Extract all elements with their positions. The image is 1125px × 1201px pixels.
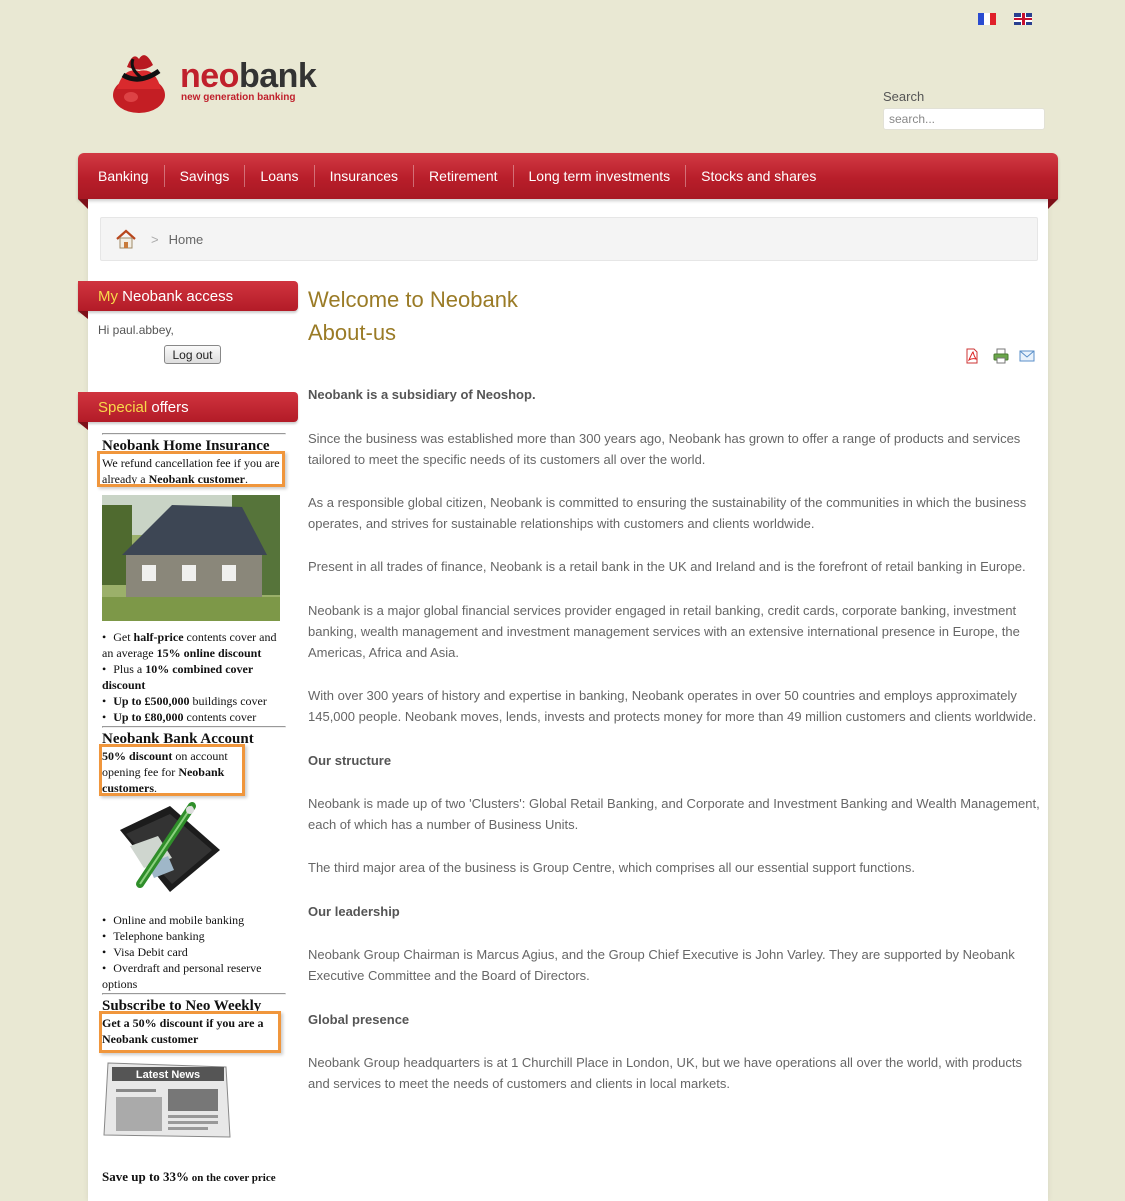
account-benefits <box>102 912 286 992</box>
latest-news-image <box>102 1059 232 1141</box>
special-offers-header: Special offers <box>78 392 298 422</box>
page-subtitle: About-us <box>308 320 397 345</box>
latest-news-banner: Latest News <box>135 1069 201 1081</box>
wallet-pen-image <box>110 800 230 896</box>
insurance-offer-title[interactable]: Neobank Home Insurance <box>102 438 270 454</box>
print-icon[interactable] <box>993 348 1009 364</box>
search-label: Search <box>883 89 925 104</box>
divider <box>102 433 286 435</box>
flag-uk-icon[interactable] <box>1014 13 1032 25</box>
my-neobank-access-header: My Neobank access <box>78 281 298 311</box>
breadcrumb-home[interactable]: Home <box>168 231 204 247</box>
breadcrumb-separator-icon: > <box>151 231 159 247</box>
list-item: • Telephone banking <box>102 928 286 944</box>
divider <box>102 993 286 995</box>
nav-fold-left <box>78 199 88 209</box>
nav-fold-right <box>1048 199 1058 209</box>
paragraph: The third major area of the business is Group Centre, which comprises all our essential support functions. <box>308 860 915 875</box>
pdf-icon[interactable] <box>964 348 980 364</box>
paragraph: Present in all trades of finance, Neobank is a retail bank in the UK and Ireland and is the forefront of retail banking in Europe. <box>308 559 1026 574</box>
section-heading: Our structure <box>308 753 392 768</box>
neo-weekly-title[interactable]: Subscribe to Neo Weekly <box>102 998 262 1014</box>
article-tools <box>964 348 1035 364</box>
insurance-benefits <box>102 629 286 725</box>
paragraph: Since the business was established more than 300 years ago, Neobank has grown to offer a range of products and services tailored to meet the specific needs of its customers all over the world. <box>308 431 1021 467</box>
main-nav <box>78 153 1058 199</box>
intro-paragraph: Neobank is a subsidiary of Neoshop. <box>308 387 536 402</box>
greeting: Hi paul.abbey, <box>98 323 174 337</box>
paragraph: With over 300 years of history and expertise in banking, Neobank operates in over 50 countries and employs approximately 145,000 people. Neobank moves, lends, invests and protects money for more than 49 million customers and clients worldwide. <box>308 688 1037 724</box>
list-item: • Online and mobile banking <box>102 912 286 928</box>
account-highlight: 50% discount on account opening fee for Neobank customers. <box>102 748 242 796</box>
highlight-frame <box>97 451 285 487</box>
insurance-highlight: We refund cancellation fee if you are already a Neobank customer. <box>102 455 286 487</box>
nav-item-retirement[interactable]: Retirement <box>413 165 512 187</box>
section-heading: Our leadership <box>308 904 400 919</box>
neobank-logo[interactable] <box>103 45 333 117</box>
brand-name: neobank <box>180 57 317 95</box>
main-content <box>308 283 1043 349</box>
nav-item-loans[interactable]: Loans <box>244 165 313 187</box>
divider <box>102 726 286 728</box>
search-input[interactable] <box>883 108 1045 130</box>
paragraph: Neobank is a major global financial services provider engaged in retail banking, credit cards, corporate banking, investment banking, wealth management and investment management services with an extensive international presence in Europe, the Americas, Africa and Asia. <box>308 603 1020 660</box>
nav-item-savings[interactable]: Savings <box>164 165 245 187</box>
house-photo <box>102 495 280 621</box>
flag-fr-icon[interactable] <box>978 13 996 25</box>
weekly-highlight: Get a 50% discount if you are a Neobank customer <box>102 1015 278 1047</box>
language-switcher <box>978 13 1032 25</box>
nav-item-insurances[interactable]: Insurances <box>314 165 413 187</box>
paragraph: Neobank Group Chairman is Marcus Agius, and the Group Chief Executive is John Varley. They are supported by Neobank Executive Committee and the Board of Directors. <box>308 947 1015 983</box>
logout-button[interactable]: Log out <box>164 345 221 364</box>
paragraph: As a responsible global citizen, Neobank is committed to ensuring the sustainability of the communities in which the business operates, and strives for sustainable relationships with customers and clients worldwide. <box>308 495 1027 531</box>
list-item: • Plus a 10% combined cover discount <box>102 661 286 693</box>
section-heading: Global presence <box>308 1012 410 1027</box>
home-icon[interactable] <box>115 229 137 249</box>
list-item: • Get half-price contents cover and an average 15% online discount <box>102 629 286 661</box>
nav-item-long-term-investments[interactable]: Long term investments <box>513 165 686 187</box>
paragraph: Neobank is made up of two 'Clusters': Global Retail Banking, and Corporate and Investment Banking and Wealth Management, each of which has a number of Business Units. <box>308 796 1040 832</box>
page-title: Welcome to Neobank <box>308 287 518 312</box>
sidebar-fold <box>78 422 88 430</box>
sidebar-fold <box>78 311 88 319</box>
list-item: • Overdraft and personal reserve options <box>102 960 286 992</box>
email-icon[interactable] <box>1019 348 1035 364</box>
list-item: • Visa Debit card <box>102 944 286 960</box>
highlight-frame <box>99 744 245 796</box>
account-offer-title[interactable]: Neobank Bank Account <box>102 731 254 747</box>
list-item: • Up to £500,000 buildings cover <box>102 693 286 709</box>
breadcrumb <box>100 217 1038 261</box>
paragraph: Neobank Group headquarters is at 1 Churchill Place in London, UK, but we have operations all over the world, with products and services to meet the needs of customers and clients in local markets. <box>308 1055 1022 1091</box>
weekly-price-note: Save up to 33% on the cover price <box>102 1169 276 1184</box>
special-offers <box>102 433 286 1186</box>
highlight-frame <box>99 1011 281 1053</box>
list-item: • Up to £80,000 contents cover <box>102 709 286 725</box>
nav-item-banking[interactable]: Banking <box>98 168 149 184</box>
nav-item-stocks-and-shares[interactable]: Stocks and shares <box>685 165 831 187</box>
brand-tagline: new generation banking <box>181 92 296 103</box>
money-bag-icon <box>103 45 173 115</box>
